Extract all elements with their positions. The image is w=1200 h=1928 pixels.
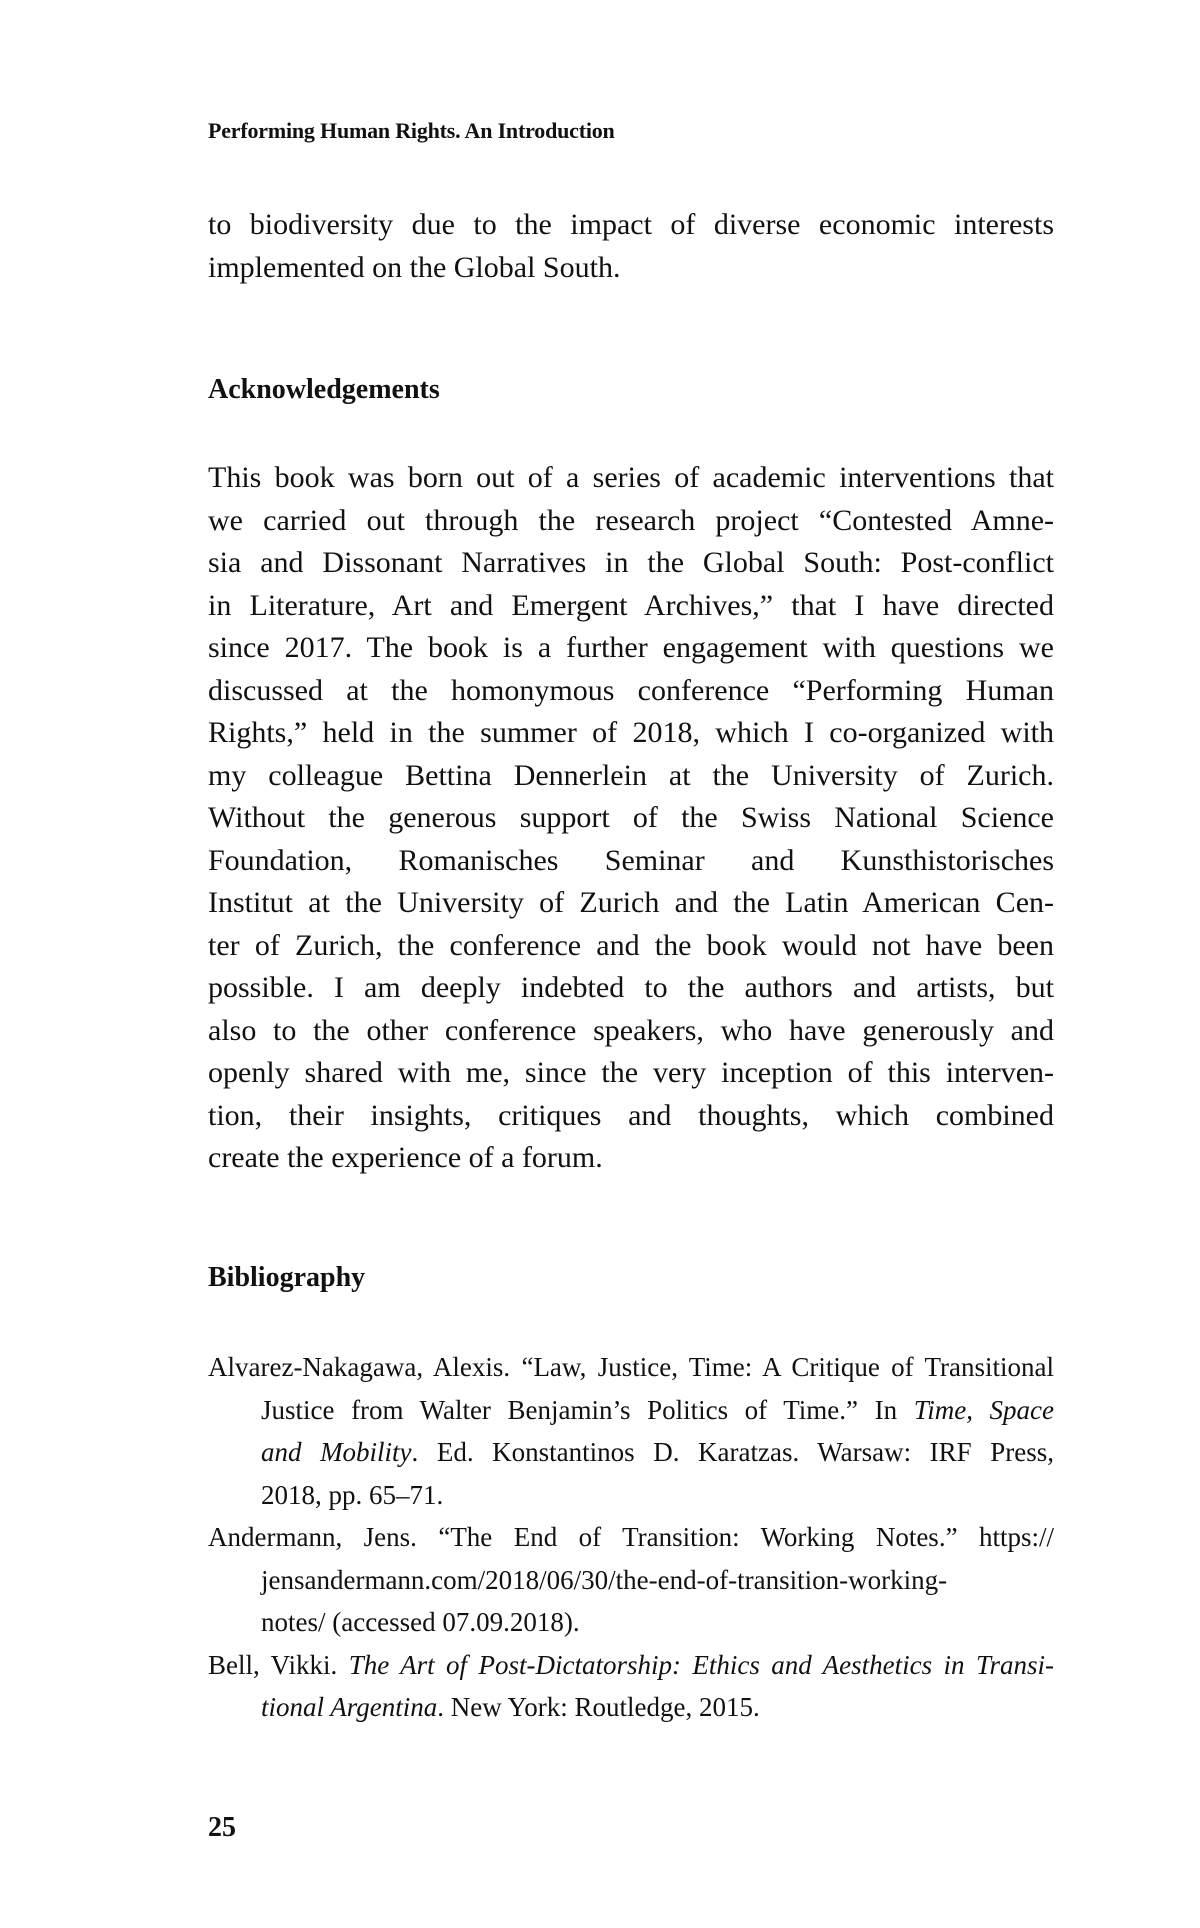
text-run: 2018, pp. 65–71. [261,1479,444,1510]
text-run: Bell, Vikki. [208,1649,349,1680]
text-run: jensandermann.com/2018/06/30/the-end-of-transition-working- [261,1564,948,1595]
text-line: Without the generous support of the Swiss National Science [208,801,1054,834]
text-line: tion, their insights, critiques and thoughts, which combined [208,1098,1054,1132]
text-run: Justice from Walter Benjamin’s Politics of Time.” In [261,1394,914,1425]
text-line: Foundation, Romanisches Seminar and Kunsthistorisches [208,843,1054,877]
bibliography-entry [208,1516,1054,1644]
text-line: my colleague Bettina Dennerlein at the University of Zurich. [208,758,1054,792]
bibliography-line [261,1389,1054,1432]
text-line: we carried out through the research project “Contested Amne- [208,503,1054,537]
text-line: to biodiversity due to the impact of diverse economic interests [208,208,1054,241]
acknowledgements-heading: Acknowledgements [208,374,440,405]
text-line: ter of Zurich, the conference and the book would not have been [208,928,1054,962]
text-run: notes/ (accessed 07.09.2018). [261,1607,580,1637]
bibliography-line [261,1601,1054,1644]
text-line: possible. I am deeply indebted to the authors and artists, but [208,971,1054,1004]
text-line: sia and Dissonant Narratives in the Global South: Post-conflict [208,546,1054,579]
continuation-paragraph [208,204,1054,289]
text-run: . Ed. Konstantinos D. Karatzas. Warsaw: IRF Press, [411,1437,1054,1467]
text-run: Andermann, Jens. “The End of Transition: Working Notes.” https:// [208,1522,1054,1552]
bibliography-line [208,1516,1054,1559]
bibliography-line [208,1644,1054,1687]
italic-title: and Mobility [261,1437,412,1467]
italic-title: Time, Space [913,1394,1054,1425]
text-line: in Literature, Art and Emergent Archives,” that I have directed [208,588,1054,622]
bibliography-line [261,1559,1054,1602]
text-run: . New York: Routledge, 2015. [437,1692,760,1722]
bibliography-line [208,1346,1054,1389]
bibliography-entry [208,1346,1054,1516]
italic-title: tional Argentina [261,1692,438,1722]
bibliography-line [261,1686,1054,1729]
bibliography-heading: Bibliography [208,1262,366,1293]
text-line: create the experience of a forum. [208,1141,603,1174]
page-number: 25 [208,1812,236,1843]
text-line: discussed at the homonymous conference “Performing Human [208,673,1054,707]
bibliography-line [261,1431,1054,1474]
bibliography-entry [208,1644,1054,1729]
acknowledgements-paragraph [208,457,1054,1180]
bibliography-list [208,1346,1054,1729]
text-line: implemented on the Global South. [208,250,621,284]
text-run: Alvarez-Nakagawa, Alexis. “Law, Justice, Time: A Critique of Transitional [208,1352,1054,1382]
bibliography-line [261,1474,1054,1517]
text-line: openly shared with me, since the very inception of this interven- [208,1056,1054,1089]
text-line: also to the other conference speakers, who have generously and [208,1013,1054,1047]
text-line: Institut at the University of Zurich and the Latin American Cen- [208,886,1054,919]
text-line: Rights,” held in the summer of 2018, which I co-organized with [208,716,1054,749]
text-line: This book was born out of a series of academic interventions that [208,461,1054,494]
italic-title: The Art of Post-Dictatorship: Ethics and Aesthetics in Transi- [348,1649,1055,1680]
running-header: Performing Human Rights. An Introduction [208,118,615,143]
text-line: since 2017. The book is a further engagement with questions we [208,631,1054,664]
